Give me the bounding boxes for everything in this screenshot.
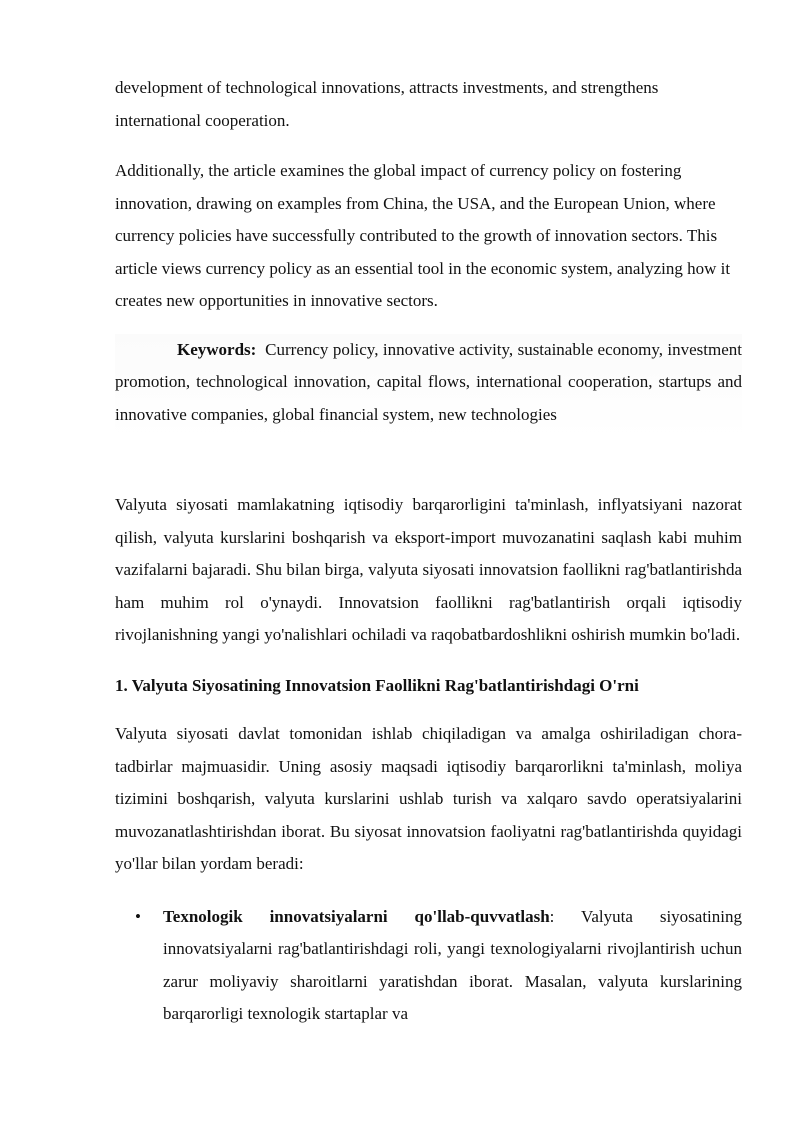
bullet-title: Texnologik innovatsiyalarni qo'llab-quvvatlash — [163, 906, 550, 926]
bullet-list — [115, 901, 742, 1031]
keywords-block — [115, 334, 742, 440]
section-paragraph: Valyuta siyosati davlat tomonidan ishlab chiqiladigan va amalga oshiriladigan chora-tadbirlar majmuasidir. Uning asosiy maqsadi iqtisodiy barqarorlikni ta'minlash, moliya tizimini boshqarish, valyuta kurslarini ushlab turish va xalqaro savdo operatsiyalarini muvozanatlashtirishdan iborat. Bu siyosat innovatsion faoliyatni rag'batlantirishda quyidagi yo'llar bilan yordam beradi: — [115, 724, 742, 873]
bullet-text: Valyuta siyosatining innovatsiyalarni rag'batlantirishdagi roli, yangi texnologiyalarni rivojlantirish uchun zarur moliyaviy sharoitlarni yaratishdan iborat. Masalan, valyuta kurslarining barqarorligi texnologik startaplar va — [163, 906, 742, 1023]
section-heading: 1. Valyuta Siyosatining Innovatsion Faollikni Rag'batlantirishdagi O'rni — [115, 675, 639, 695]
list-item — [115, 901, 742, 1031]
abstract-paragraph-1: development of technological innovations, attracts investments, and strengthens international cooperation. — [115, 78, 659, 130]
intro-paragraph: Valyuta siyosati mamlakatning iqtisodiy barqarorligini ta'minlash, inflyatsiyani nazorat qilish, valyuta kurslarini boshqarish va eksport-import muvozanatini saqlash kabi muhim vazifalarni bajaradi. Shu bilan birga, valyuta siyosati innovatsion faollikni rag'batlantirishda ham muhim rol o'ynaydi. Innovatsion faollikni rag'batlantirish orqali iqtisodiy rivojlanishning yangi yo'nalishlari ochiladi va raqobatbardoshlikni oshirish mumkin bo'ladi. — [115, 495, 742, 644]
keywords-label: Keywords: — [177, 339, 257, 359]
bullet-separator: : — [549, 906, 555, 926]
document-page — [115, 72, 742, 1031]
bullet-marker: • — [135, 906, 141, 926]
keywords-text: Currency policy, innovative activity, sustainable economy, investment promotion, technological innovation, capital flows, international cooperation, startups and innovative companies, global financial system, new technologies — [115, 339, 742, 424]
abstract-paragraph-2: Additionally, the article examines the global impact of currency policy on fostering innovation, drawing on examples from China, the USA, and the European Union, where currency policies have successfully contributed to the growth of innovation sectors. This article views currency policy as an essential tool in the economic system, analyzing how it creates new opportunities in innovative sectors. — [115, 161, 731, 310]
